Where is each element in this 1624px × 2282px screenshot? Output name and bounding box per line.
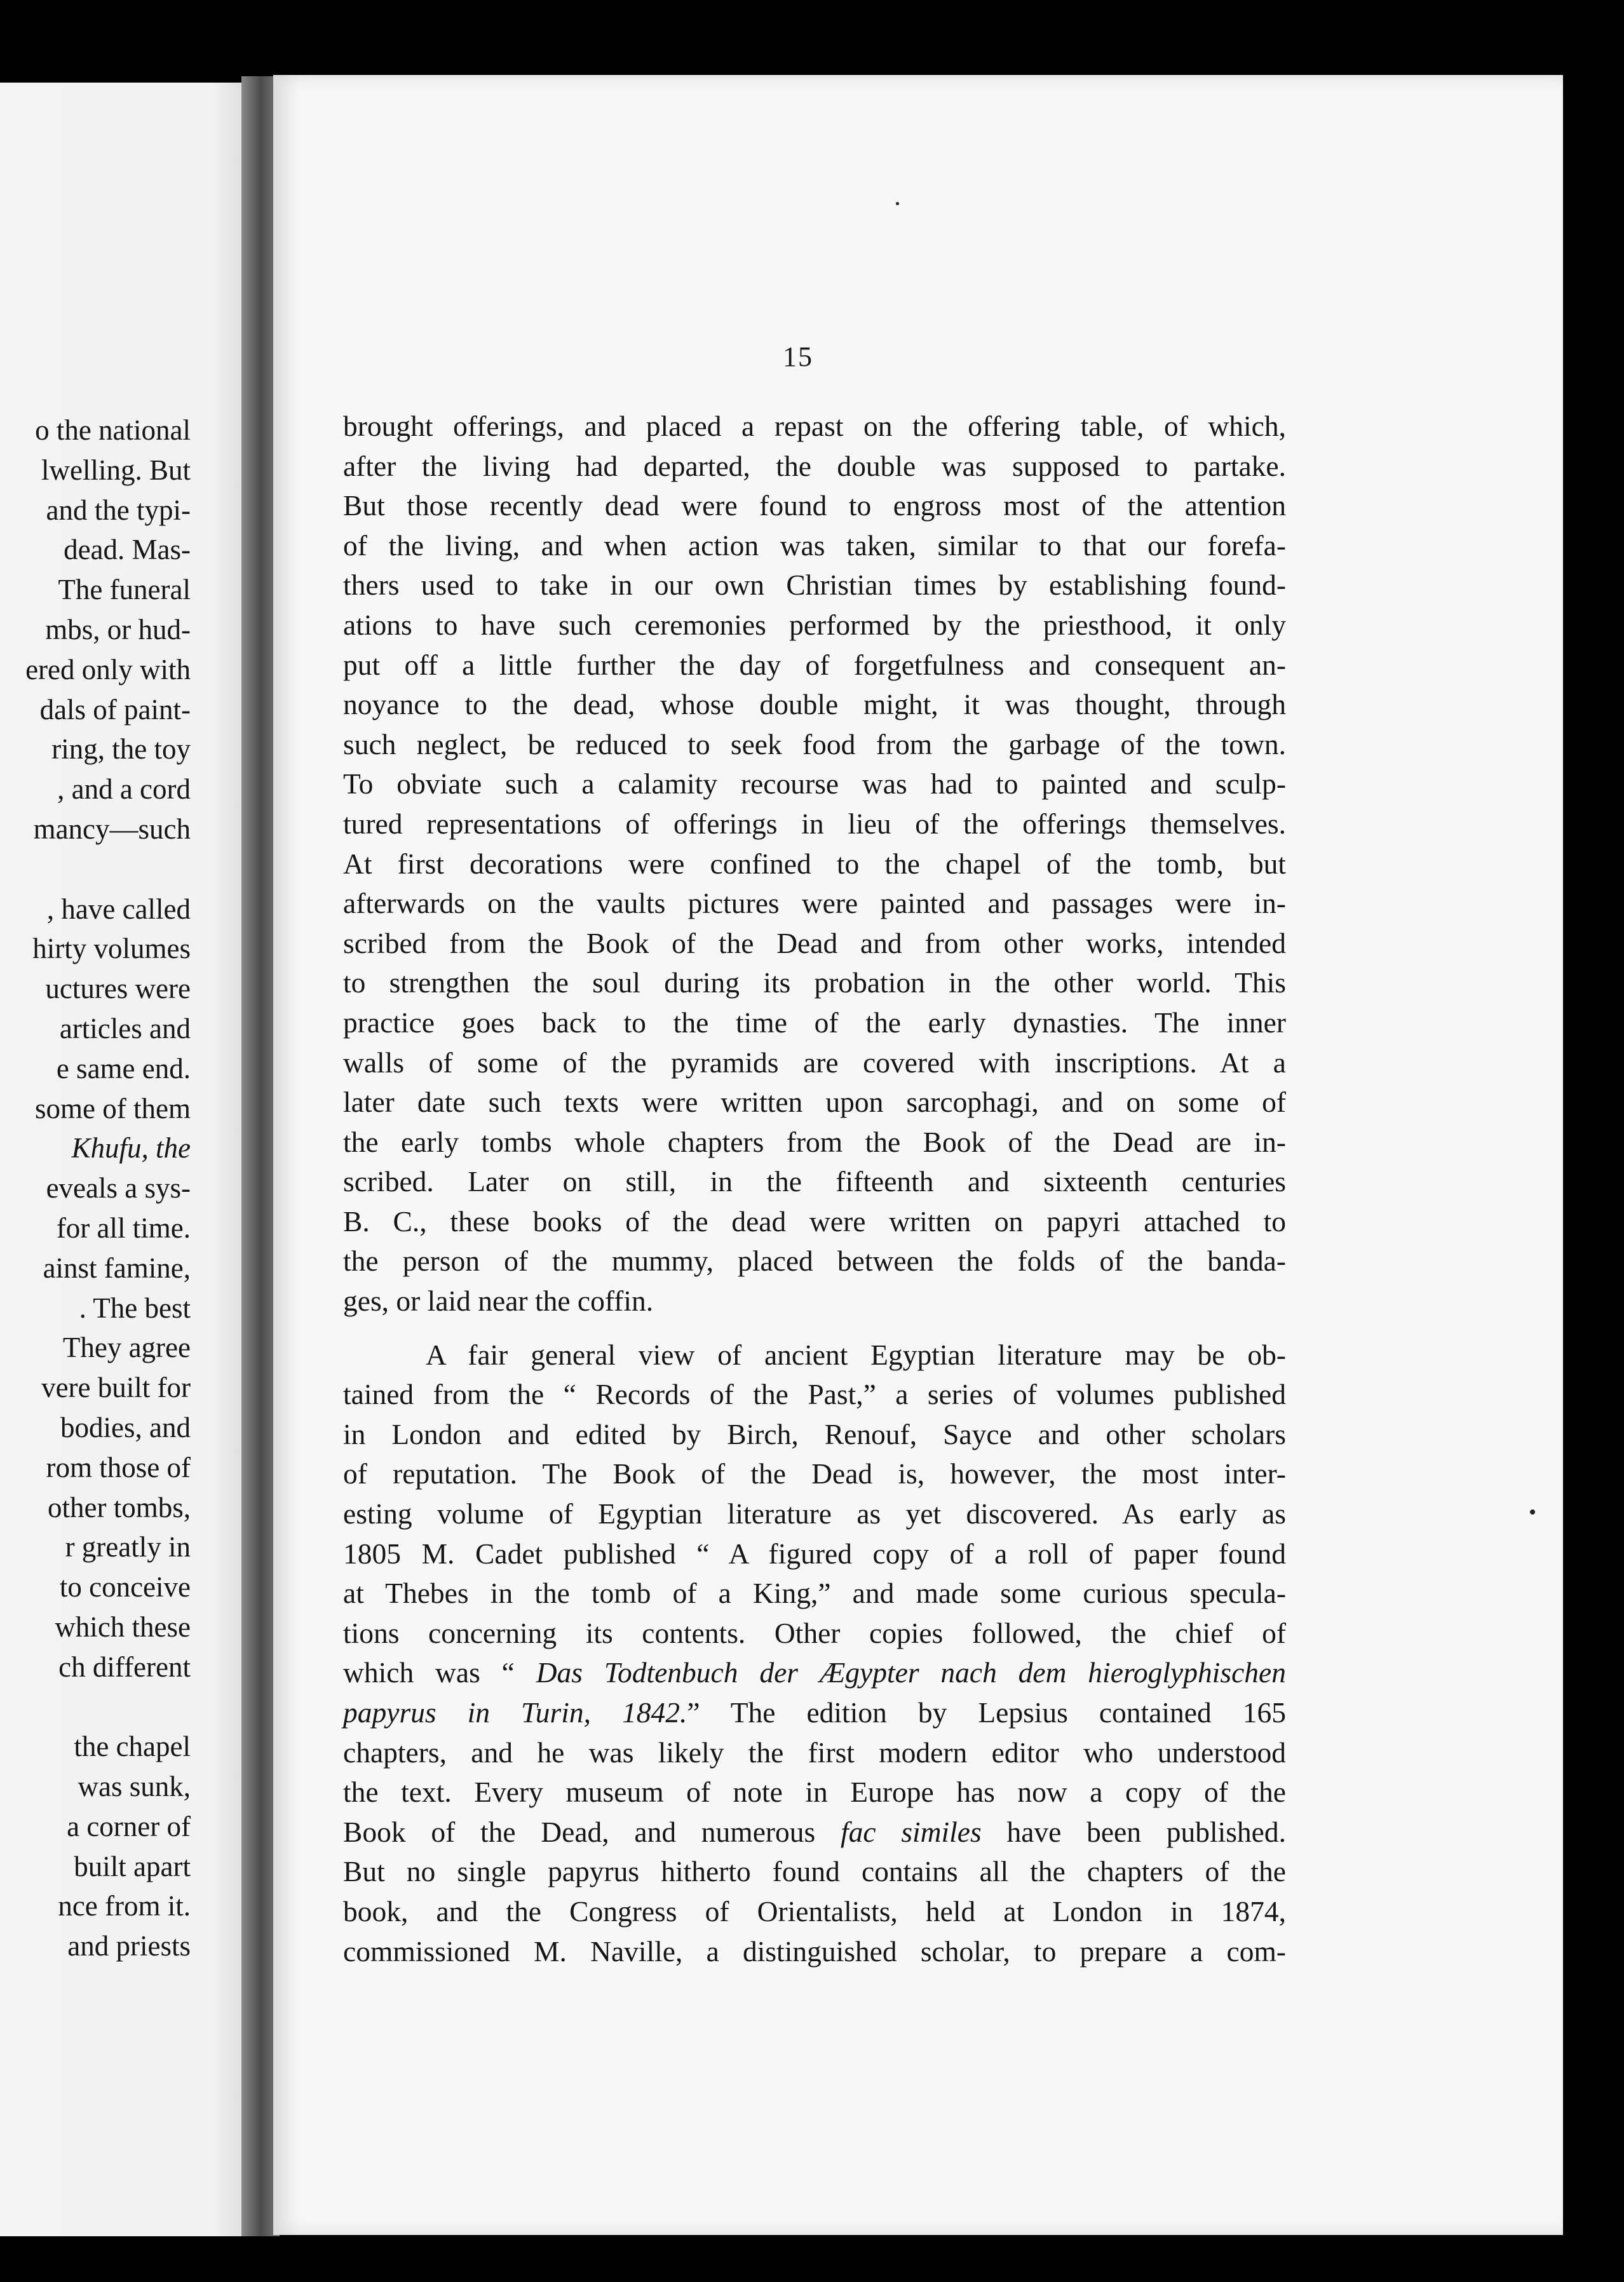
text-line: esting volume of Egyptian literature as yet discovered. As early as: [343, 1497, 1286, 1530]
text-line: tured representations of offerings in lieu of the offerings themselves.: [343, 807, 1286, 840]
left-line: the chapel: [74, 1731, 191, 1763]
left-line: and priests: [67, 1930, 191, 1962]
left-line: , and a cord: [57, 773, 191, 806]
left-line: They agree: [62, 1332, 191, 1364]
text-line: [343, 1693, 1286, 1733]
text-line: of the living, and when action was taken, similar to that our forefa-: [343, 529, 1286, 562]
text-line: the text. Every museum of note in Europe has now a copy of the: [343, 1776, 1286, 1809]
text-line: such neglect, be reduced to seek food from the garbage of the town.: [343, 727, 1286, 760]
left-line: uctures were: [45, 973, 191, 1005]
left-line: bodies, and: [60, 1411, 191, 1443]
left-line: dals of paint-: [39, 693, 191, 726]
left-line: articles and: [59, 1012, 191, 1044]
text-line: the person of the mummy, placed between the folds of the banda-: [343, 1245, 1286, 1278]
left-line: hirty volumes: [32, 933, 191, 965]
text-line: of reputation. The Book of the Dead is, however, the most inter-: [343, 1457, 1286, 1490]
text-line: put off a little further the day of forgetfulness and consequent an-: [343, 648, 1286, 681]
text-line: A fair general view of ancient Egyptian literature may be ob-: [426, 1338, 1286, 1371]
italic-title: Das Todtenbuch der Ægypter nach dem hieroglyphischen: [536, 1656, 1286, 1689]
left-line: ring, the toy: [51, 733, 191, 766]
text-line: 1805 M. Cadet published “ A figured copy of a roll of paper found: [343, 1537, 1286, 1570]
text-line: scribed from the Book of the Dead and from other works, intended: [343, 926, 1286, 959]
text-line: at Thebes in the tomb of a King,” and made some curious specula-: [343, 1577, 1286, 1610]
left-line: built apart: [74, 1850, 191, 1882]
left-line: a corner of: [67, 1810, 191, 1842]
left-line: o the national: [35, 414, 191, 446]
left-line-italic: Khufu, the: [71, 1132, 191, 1165]
left-line: The funeral: [58, 574, 191, 606]
text-line: the early tombs whole chapters from the Book of the Dead are in-: [343, 1125, 1286, 1158]
text-line: [343, 1653, 1286, 1693]
text-line: noyance to the dead, whose double might, it was thought, through: [343, 688, 1286, 721]
paper-speck: [896, 202, 899, 205]
left-line: lwelling. But: [41, 454, 191, 486]
left-line: eveals a sys-: [46, 1172, 191, 1205]
left-line: was sunk,: [78, 1771, 191, 1803]
left-line: for all time.: [56, 1212, 191, 1244]
left-line: [0, 1128, 191, 1168]
page-number: 15: [783, 341, 813, 372]
left-line: [0, 849, 191, 889]
text-line: ges, or laid near the coffin.: [343, 1285, 654, 1318]
text-line: At first decorations were confined to the chapel of the tomb, but: [343, 847, 1286, 880]
text-line: But no single papyrus hitherto found contains all the chapters of the: [343, 1855, 1286, 1888]
left-line: ered only with: [25, 653, 191, 685]
left-line: e same end.: [56, 1052, 191, 1084]
paper-speck: [1530, 1509, 1535, 1515]
text-line: in London and edited by Birch, Renouf, Sayce and other scholars: [343, 1417, 1286, 1450]
text-line: commissioned M. Naville, a distinguished scholar, to prepare a com-: [343, 1934, 1286, 1968]
left-line: r greatly in: [65, 1531, 191, 1563]
text-line: to strengthen the soul during its probation in the other world. This: [343, 966, 1286, 999]
left-line: mbs, or hud-: [45, 613, 191, 645]
text-line: [343, 1813, 1286, 1853]
facing-page-text: [0, 410, 191, 1966]
left-line: dead. Mas-: [64, 534, 191, 566]
text-line: practice goes back to the time of the early dynasties. The inner: [343, 1006, 1286, 1039]
left-line: and the typi-: [46, 494, 191, 526]
left-line: to conceive: [59, 1571, 191, 1603]
text-line: To obviate such a calamity recourse was had to painted and sculp-: [343, 767, 1286, 800]
left-line: vere built for: [41, 1372, 191, 1404]
text-line: ations to have such ceremonies performed by the priesthood, it only: [343, 608, 1286, 641]
left-line: [0, 1687, 191, 1727]
text-segment: Book of the Dead, and numerous: [343, 1815, 841, 1848]
text-segment: have been published.: [981, 1815, 1287, 1848]
text-line: B. C., these books of the dead were written on papyri attached to: [343, 1205, 1286, 1238]
left-line: nce from it.: [58, 1890, 191, 1922]
text-line: walls of some of the pyramids are covered with inscriptions. At a: [343, 1046, 1286, 1079]
text-line: tained from the “ Records of the Past,” a series of volumes published: [343, 1378, 1286, 1411]
left-line: other tombs,: [48, 1491, 191, 1523]
italic-title: papyrus in Turin, 1842.: [343, 1696, 687, 1729]
facing-page-left: [0, 83, 267, 2236]
left-line: which these: [55, 1610, 191, 1643]
body-text: [343, 407, 1286, 1971]
text-line: thers used to take in our own Christian times by establishing found-: [343, 569, 1286, 602]
text-line: afterwards on the vaults pictures were painted and passages were in-: [343, 887, 1286, 920]
text-line: brought offerings, and placed a repast on the offering table, of which,: [343, 410, 1286, 442]
left-line: ainst famine,: [43, 1252, 191, 1284]
text-segment: ” The edition by Lepsius contained 165: [687, 1696, 1286, 1729]
text-line: later date such texts were written upon sarcophagi, and on some of: [343, 1086, 1286, 1119]
text-line: book, and the Congress of Orientalists, held at London in 1874,: [343, 1894, 1286, 1928]
left-line: ch different: [58, 1651, 191, 1683]
left-line: some of them: [35, 1092, 191, 1124]
left-line: mancy—such: [33, 813, 191, 845]
left-line: , have called: [46, 893, 191, 925]
text-segment: which was “: [343, 1656, 536, 1689]
text-line: after the living had departed, the double was supposed to partake.: [343, 449, 1286, 482]
left-line: rom those of: [46, 1451, 191, 1483]
italic-term: fac similes: [841, 1815, 982, 1848]
text-line: But those recently dead were found to engross most of the attention: [343, 489, 1286, 522]
text-line: scribed. Later on still, in the fifteenth and sixteenth centuries: [343, 1165, 1286, 1198]
text-line: chapters, and he was likely the first modern editor who understood: [343, 1736, 1286, 1769]
text-line: tions concerning its contents. Other copies followed, the chief of: [343, 1616, 1286, 1649]
left-line: . The best: [79, 1292, 191, 1324]
